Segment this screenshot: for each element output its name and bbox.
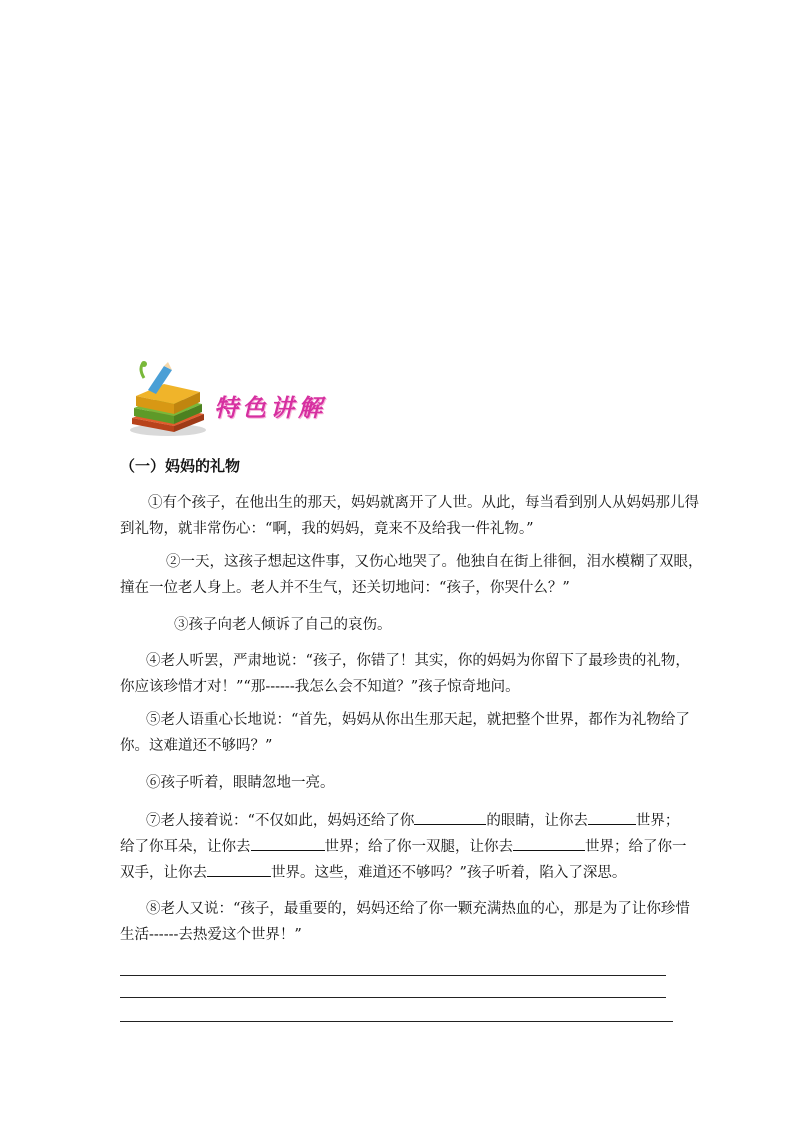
text-segment: 世界。这些，难道还不够吗？”孩子听着，陷入了深思。 (271, 865, 627, 881)
fill-blank-3[interactable] (251, 836, 325, 851)
paragraph-line: 你应该珍惜才对！”“那------我怎么会不知道？”孩子惊奇地问。 (120, 679, 520, 695)
text-segment: 世界；给了你一双腿，让你去 (324, 839, 513, 855)
paragraph-line: 你。这难道还不够吗？” (120, 738, 273, 754)
paragraph-line: ⑥孩子听着，眼睛忽地一亮。 (146, 775, 335, 791)
paragraph-line: ⑤老人语重心长地说：“首先，妈妈从你出生那天起，就把整个世界，都作为礼物给了 (146, 712, 690, 728)
text-segment: ⑦老人接着说：“不仅如此，妈妈还给了你 (146, 813, 415, 829)
paragraph-line (120, 808, 680, 834)
paragraph-8 (120, 896, 690, 948)
fill-blank-1[interactable] (414, 810, 486, 825)
fill-blank-4[interactable] (513, 836, 585, 851)
books-pencil-icon (124, 360, 210, 438)
answer-line-1[interactable] (120, 975, 666, 976)
fill-blank-5[interactable] (207, 862, 271, 877)
paragraph-6 (120, 770, 675, 796)
paragraph-7 (120, 808, 687, 886)
text-segment: 世界； (635, 813, 680, 829)
paragraph-line: ①有个孩子，在他出生的那天，妈妈就离开了人世。从此，每当看到别人从妈妈那儿得 (148, 495, 699, 511)
header-title: 特色讲解 (214, 393, 326, 422)
paragraph-2 (120, 549, 703, 601)
fill-blank-2[interactable] (588, 810, 636, 825)
paragraph-3 (120, 612, 675, 638)
paragraph-line: ③孩子向老人倾诉了自己的哀伤。 (174, 617, 392, 633)
paragraph-4 (120, 648, 690, 700)
paragraph-line: 撞在一位老人身上。老人并不生气，还关切地问：“孩子，你哭什么？” (120, 580, 570, 596)
paragraph-line: 生活------去热爱这个世界！” (120, 927, 302, 943)
paragraph-line: ④老人听罢，严肃地说：“孩子，你错了！其实，你的妈妈为你留下了最珍贵的礼物， (146, 653, 690, 669)
paragraph-1 (120, 490, 699, 542)
text-segment: 给了你耳朵，让你去 (120, 839, 251, 855)
paragraph-line: ⑧老人又说：“孩子，最重要的，妈妈还给了你一颗充满热血的心，那是为了让你珍惜 (146, 901, 690, 917)
text-segment: 的眼睛，让你去 (486, 813, 588, 829)
paragraph-5 (120, 707, 690, 759)
paragraph-line: ②一天，这孩子想起这件事，又伤心地哭了。他独自在街上徘徊，泪水模糊了双眼， (166, 554, 703, 570)
answer-line-3[interactable] (120, 1021, 673, 1022)
paragraph-line (120, 860, 675, 886)
paragraph-line (120, 834, 687, 860)
text-segment: 世界；给了你一 (585, 839, 687, 855)
section-title: （一）妈妈的礼物 (120, 457, 241, 475)
answer-line-2[interactable] (120, 997, 666, 998)
text-segment: 双手，让你去 (120, 865, 207, 881)
paragraph-line: 到礼物，就非常伤心：“啊，我的妈妈，竟来不及给我一件礼物。” (120, 521, 534, 537)
